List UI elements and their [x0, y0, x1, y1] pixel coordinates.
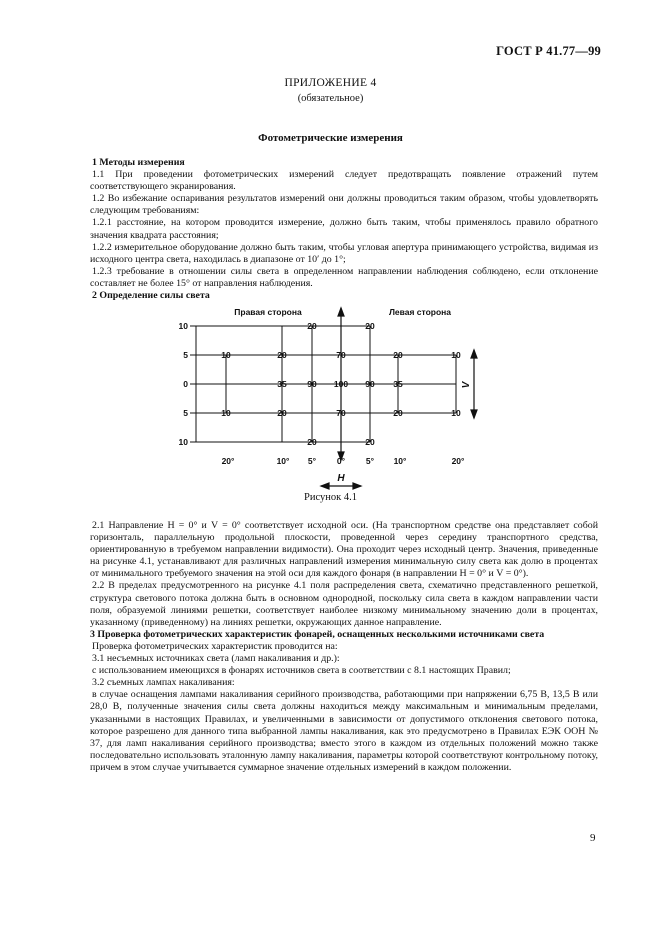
grid-lines — [190, 326, 456, 442]
row-label: 10 — [178, 321, 188, 331]
figure-caption: Рисунок 4.1 — [304, 492, 357, 503]
paragraph-1-2-1: 1.2.1 расстояние, на котором проводится измерение, должно быть таким, чтобы применялось правило обратного значения квадрата расстояния; — [90, 217, 598, 241]
section-2-body — [90, 520, 598, 774]
light-distribution-diagram — [0, 300, 661, 510]
section-2-heading: 2 Определение силы света — [92, 290, 210, 302]
grid-value: 90 — [365, 379, 375, 389]
v-arrow-up — [471, 350, 477, 358]
h-angle-label: 20° — [221, 456, 235, 466]
paragraph-3-2: 3.2 съемных лампах накаливания: — [92, 677, 235, 689]
row-label: 5 — [183, 350, 188, 360]
h-angle-label: 10° — [393, 456, 407, 466]
grid-value: 20 — [393, 350, 403, 360]
grid-value: 20 — [307, 437, 317, 447]
paragraph-3-1b: с использованием имеющихся в фонарях источников света в соответствии с 8.1 настоящих Правил; — [92, 665, 511, 677]
paragraph-3-1: 3.1 несъемных источниках света (ламп накаливания и др.): — [92, 653, 340, 665]
page-number: 9 — [590, 832, 596, 844]
grid-value: 20 — [365, 321, 375, 331]
h-axis-label: H — [337, 473, 345, 484]
grid-value: 70 — [336, 350, 346, 360]
section-main-title: Фотометрические измерения — [258, 132, 403, 144]
vertical-axis-arrow-up — [338, 308, 344, 316]
grid-value: 10 — [221, 408, 231, 418]
grid-value: 20 — [393, 408, 403, 418]
grid-value: 70 — [336, 408, 346, 418]
standard-header: ГОСТ Р 41.77—99 — [496, 44, 601, 58]
grid-value: 10 — [221, 350, 231, 360]
grid-value: 90 — [307, 379, 317, 389]
v-arrow-down — [471, 410, 477, 418]
paragraph-2-1: 2.1 Направление H = 0° и V = 0° соответствует исходной оси. (На транспортном средстве она представляет собой горизонталь, параллельную продольной плоскости, проведенной через середину транспортного средства, ориентированную в требуемом направлении видимости). Она проходит через исходный центр. Значения, приведенные на рисунке 4.1, устанавливают для различных направлений измерения минимальную силу света как долю в процентах от минимального требуемого значения на этой оси для каждого фонаря (в направлении H = 0° и V = 0°). — [90, 520, 598, 580]
h-arrow-right — [353, 483, 361, 489]
section-1-heading: 1 Методы измерения — [92, 157, 185, 168]
right-side-label: Правая сторона — [234, 307, 302, 317]
h-angle-label: 10° — [276, 456, 290, 466]
h-angle-label: 5° — [307, 456, 317, 466]
paragraph-1-1: 1.1 При проведении фотометрических измерений следует предотвращать появление отражений путем соответствующего экранирования. — [90, 169, 598, 193]
paragraph-1-2-2: 1.2.2 измерительное оборудование должно быть таким, чтобы угловая апертура принимающего устройства, видимая из исходного центра света, находилась в диапазоне от 10′ до 1°; — [90, 241, 598, 265]
row-label: 5 — [183, 408, 188, 418]
grid-value: 20 — [365, 437, 375, 447]
grid-value: 20 — [307, 321, 317, 331]
left-side-label: Левая сторона — [388, 307, 452, 317]
appendix-subtitle: (обязательное) — [297, 93, 364, 104]
grid-value: 10 — [451, 350, 461, 360]
section-3-heading: 3 Проверка фотометрических характеристик фонарей, оснащенных несколькими источниками света — [90, 628, 545, 640]
paragraph-2-2: 2.2 В пределах предусмотренного на рисунке 4.1 поля распределения света, схематично представленного решеткой, структура светового потока должна быть в основном однородной, поскольку сила света в каждом направлении части поля, образуемой линиями решетки, соответствует наиболее низкому минимальному значению доли в процентах, указанному (приведенному) на линиях решетки, окружающих данное направление. — [90, 580, 598, 628]
row-label: 0 — [183, 379, 188, 389]
grid-value: 20 — [277, 350, 287, 360]
paragraph-3-intro: Проверка фотометрических характеристик проводится на: — [92, 640, 338, 652]
grid-value: 10 — [451, 408, 461, 418]
grid-value: 20 — [277, 408, 287, 418]
section-1-block — [90, 157, 598, 302]
paragraph-1-2: 1.2 Во избежание оспаривания результатов измерений они должны проводиться таким образом, чтобы удовлетворять следующим требованиям: — [90, 193, 598, 217]
v-axis-label: V — [461, 381, 472, 389]
row-label: 10 — [178, 437, 188, 447]
h-angle-label: 5° — [365, 456, 375, 466]
grid-value: 35 — [393, 379, 403, 389]
h-angle-label: 0° — [336, 456, 346, 466]
paragraph-3-2b: в случае оснащения лампами накаливания серийного производства, работающими при напряжении 6,75 В, 13,5 В или 28,0 В, полученные значения силы света должны находиться между максимальным и минимальным пределами, указанными в настоящих Правилах, и увеличенными в зависимости от допустимого отклонения светового потока, которое разрешено для данного типа выбранной лампы накаливания, как это предусмотрено в Правилах ЕЭК ООН № 37, для ламп накаливания серийного производства; вместо этого в каждом из отдельных положений можно также последовательно использовать эталонную лампу накаливания, параметры которой соответствуют контрольному потоку, причем в этом случае учитывается суммарное значение отдельных измерений в каждом положении. — [90, 689, 598, 773]
appendix-title: ПРИЛОЖЕНИЕ 4 — [284, 77, 377, 89]
grid-value: 35 — [277, 379, 287, 389]
paragraph-1-2-3: 1.2.3 требование в отношении силы света в определенном направлении наблюдения соблюдено, если отклонение составляет не более 15° от направления наблюдения. — [90, 265, 598, 289]
grid-value: 100 — [333, 379, 349, 389]
h-angle-label: 20° — [451, 456, 465, 466]
h-arrow-left — [321, 483, 329, 489]
